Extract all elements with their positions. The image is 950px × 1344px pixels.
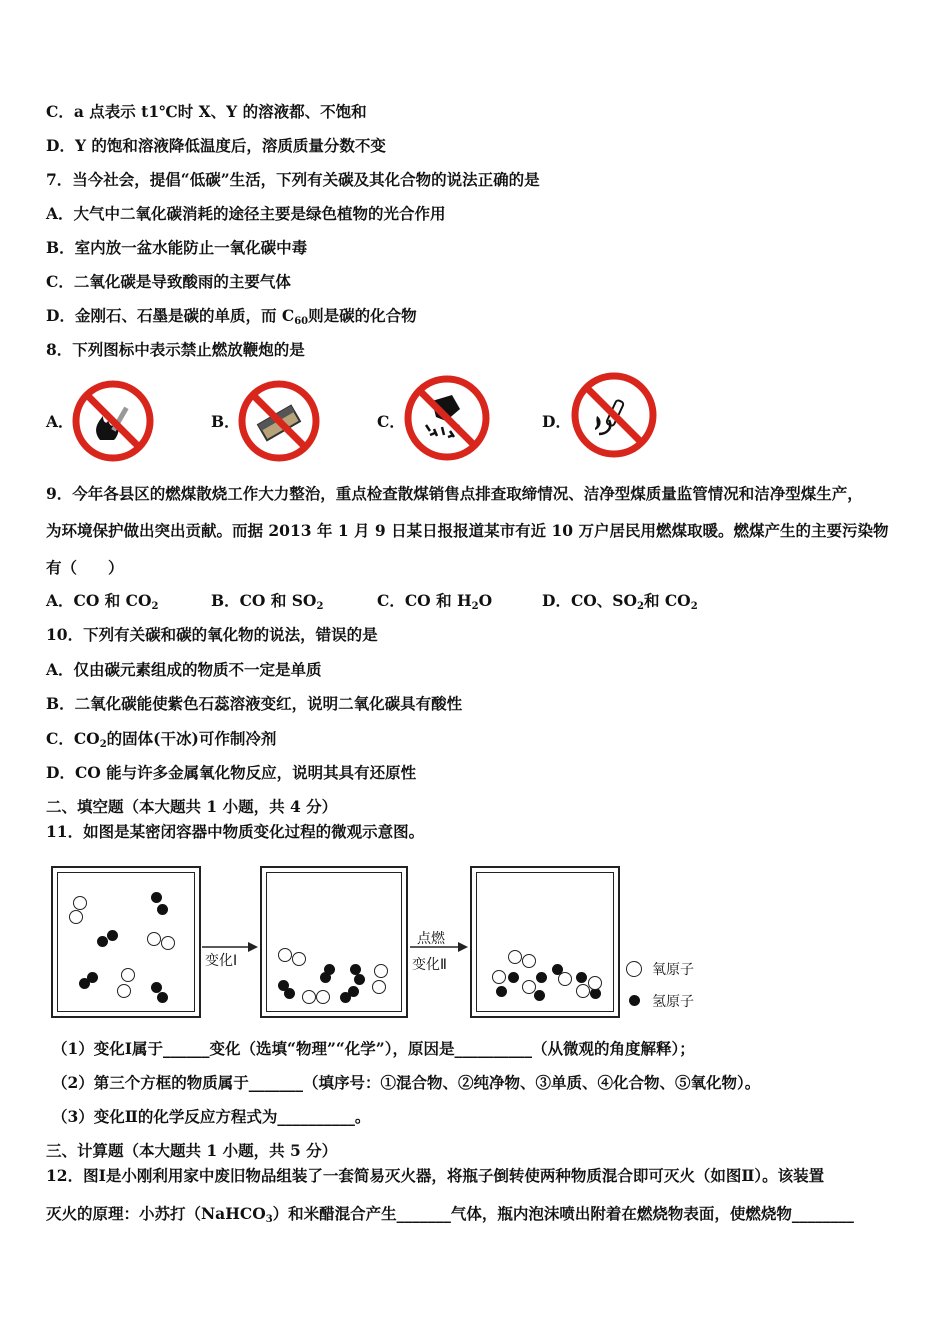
q10-option-b: B．二氧化碳能使紫色石蕊溶液变红，说明二氧化碳具有酸性 [46, 694, 463, 713]
q8-label-b: B． [211, 412, 240, 431]
q8-label-d: D． [542, 412, 571, 431]
q11-stem: 11．如图是某密闭容器中物质变化过程的微观示意图。 [46, 822, 425, 841]
q9-stem-line3: 有（ ） [46, 558, 124, 577]
q11-part-2: （2）第三个方框的物质属于_______（填序号：①混合物、②纯净物、③单质、④化合物、⑤氧化物）。 [52, 1073, 761, 1092]
q7-option-c: C．二氧化碳是导致酸雨的主要气体 [46, 272, 291, 291]
q9-stem-line1: 9．今年各县区的燃煤散烧工作大力整治，重点检查散煤销售点排查取缔情况、洁净型煤质量监管情况和洁净型煤生产， [46, 484, 863, 503]
q6-option-c: C．a 点表示 t1℃时 X、Y 的溶液都、不饱和 [46, 102, 367, 121]
q10-stem: 10．下列有关碳和碳的氧化物的说法，错误的是 [46, 625, 378, 644]
arrow-2-top-label: 点燃 [417, 931, 445, 947]
q6-option-d: D．Y 的饱和溶液降低温度后，溶质质量分数不变 [46, 136, 386, 155]
arrow-1-label: 变化Ⅰ [205, 953, 238, 969]
box-1 [51, 866, 201, 1018]
legend-hydrogen-icon [629, 995, 640, 1006]
no-firecrackers-sign [402, 373, 492, 463]
section-3-heading: 三、计算题（本大题共 1 小题，共 5 分） [46, 1141, 338, 1160]
q7-option-b: B．室内放一盆水能防止一氧化碳中毒 [46, 238, 308, 257]
q7-option-a: A．大气中二氧化碳消耗的途径主要是绿色植物的光合作用 [46, 204, 446, 223]
legend-hydrogen-label: 氢原子 [652, 994, 694, 1010]
q9-stem-line2: 为环境保护做出突出贡献。而据 2013 年 1 月 9 日某日报报道某市有近 10 万户居民用燃煤取暖。燃煤产生的主要污染物 [46, 521, 889, 540]
no-smoking-sign [569, 370, 659, 460]
q10-option-d: D．CO 能与许多金属氧化物反应，说明其具有还原性 [46, 763, 417, 782]
q9-option-d: D．CO、$SO_2$和 $CO_2$ [542, 591, 698, 612]
legend-oxygen-icon [626, 961, 642, 977]
no-open-flame-sign [70, 378, 156, 464]
q10-option-c: C．$CO_2$的固体(干冰)可作制冷剂 [46, 729, 277, 750]
legend-oxygen-label: 氧原子 [652, 962, 694, 978]
q7-stem: 7．当今社会，提倡“低碳”生活，下列有关碳及其化合物的说法正确的是 [46, 170, 540, 189]
q8-stem: 8．下列图标中表示禁止燃放鞭炮的是 [46, 340, 305, 359]
section-2-heading: 二、填空题（本大题共 1 小题，共 4 分） [46, 797, 338, 816]
q7-option-d: D．金刚石、石墨是碳的单质，而 $C_{60}$则是碳的化合物 [46, 306, 417, 327]
q10-option-a: A．仅由碳元素组成的物质不一定是单质 [46, 660, 322, 679]
q9-option-b: B．CO 和 $SO_2$ [211, 591, 324, 612]
q11-part-3: （3）变化Ⅱ的化学反应方程式为__________。 [52, 1107, 371, 1126]
q12-stem-line1: 12．图Ⅰ是小刚利用家中废旧物品组装了一套简易灭火器，将瓶子倒转使两种物质混合即可灭火（如图Ⅱ）。该装置 [46, 1166, 825, 1185]
arrow-2-icon [408, 940, 470, 954]
arrow-1-icon [200, 940, 260, 954]
q9-option-c: C．CO 和 $H_2O$ [377, 591, 493, 612]
q9-option-a: A．CO 和 $CO_2$ [46, 591, 159, 612]
arrow-2-label: 变化Ⅱ [412, 957, 447, 973]
q12-stem-line2: 灭火的原理：小苏打（NaHCO$_3$）和米醋混合产生_______气体，瓶内泡沫喷出附着在燃烧物表面，使燃烧物________ [46, 1204, 854, 1225]
box-2 [260, 866, 408, 1018]
no-matches-sign [236, 378, 322, 464]
box-3 [470, 866, 620, 1018]
q8-label-a: A． [46, 412, 74, 431]
q8-label-c: C． [377, 412, 405, 431]
q11-part-1: （1）变化Ⅰ属于______变化（选填“物理”“化学”），原因是__________（从微观的角度解释）； [52, 1039, 695, 1058]
